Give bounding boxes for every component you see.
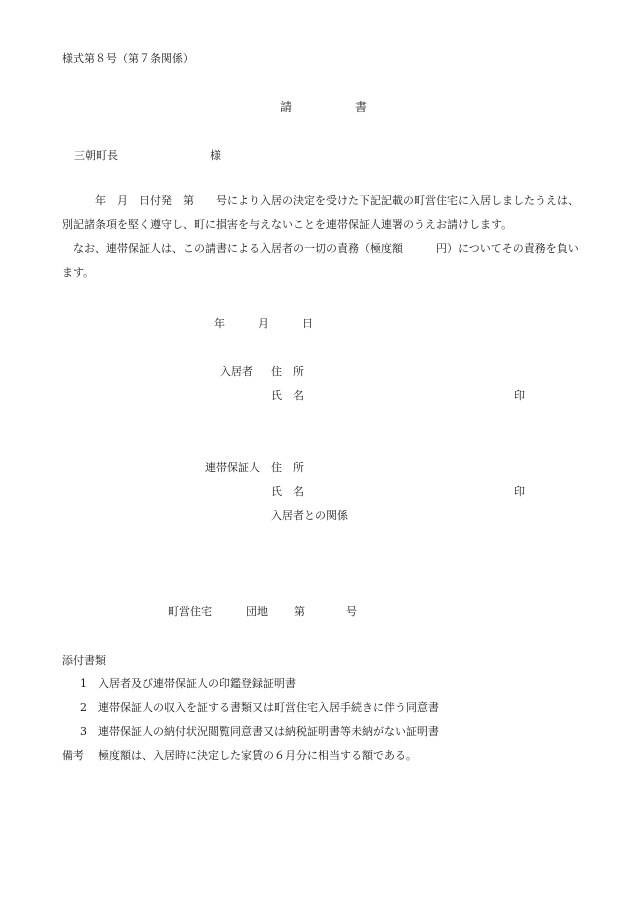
guarantor-address-label: 住 所 [271, 461, 304, 474]
form-number: 様式第８号（第７条関係） [62, 52, 194, 65]
housing-go: 号 [346, 605, 357, 618]
attachment-item-3-number: 3 [80, 725, 87, 738]
attachment-item-2-number: 2 [80, 701, 87, 714]
guarantor-name-label: 氏 名 [271, 485, 304, 498]
remarks-label: 備考 [62, 749, 84, 762]
attachment-item-2-text: 連帯保証人の収入を証する書類又は町営住宅入居手続きに伴う同意書 [98, 701, 439, 714]
body-line-4: ます。 [62, 266, 95, 279]
housing-label: 町営住宅 [168, 605, 212, 618]
body-paragraph [62, 189, 590, 285]
guarantor-label: 連帯保証人 [205, 461, 260, 474]
tenant-name-label: 氏 名 [271, 389, 304, 402]
attachment-item-3-text: 連帯保証人の納付状況閲覧同意書又は納税証明書等未納がない証明書 [98, 725, 439, 738]
date-year: 年 [214, 317, 225, 330]
attachment-item-1-text: 入居者及び連帯保証人の印鑑登録証明書 [98, 677, 296, 690]
remarks-text: 極度額は、入居時に決定した家賃の６月分に相当する額である。 [98, 749, 417, 762]
addressee-suffix: 様 [210, 149, 221, 162]
body-line-2: 別記諸条項を堅く遵守し、町に損害を与えないことを連帯保証人連署のうえお請けします。 [62, 218, 513, 231]
tenant-label: 入居者 [220, 365, 253, 378]
attachments-heading: 添付書類 [62, 654, 106, 667]
title-char-2: 書 [355, 100, 368, 114]
addressee-name: 三朝町長 [74, 149, 118, 162]
guarantor-seal: 印 [514, 485, 525, 498]
body-line-1: 年 月 日付発 第 号により入居の決定を受けた下記記載の町営住宅に入居しましたうえは、 [62, 194, 579, 207]
date-month: 月 [258, 317, 269, 330]
title-char-1: 請 [280, 100, 293, 114]
tenant-seal: 印 [514, 389, 525, 402]
body-line-3: なお、連帯保証人は、この請書による入居者の一切の責務（極度額 円）についてその責務を負い [62, 242, 579, 255]
attachment-item-1-number: 1 [80, 677, 87, 690]
guarantor-relation-label: 入居者との関係 [271, 509, 348, 522]
tenant-address-label: 住 所 [271, 365, 304, 378]
housing-dai: 第 [294, 605, 305, 618]
date-day: 日 [302, 317, 313, 330]
housing-danchi: 団地 [246, 605, 268, 618]
